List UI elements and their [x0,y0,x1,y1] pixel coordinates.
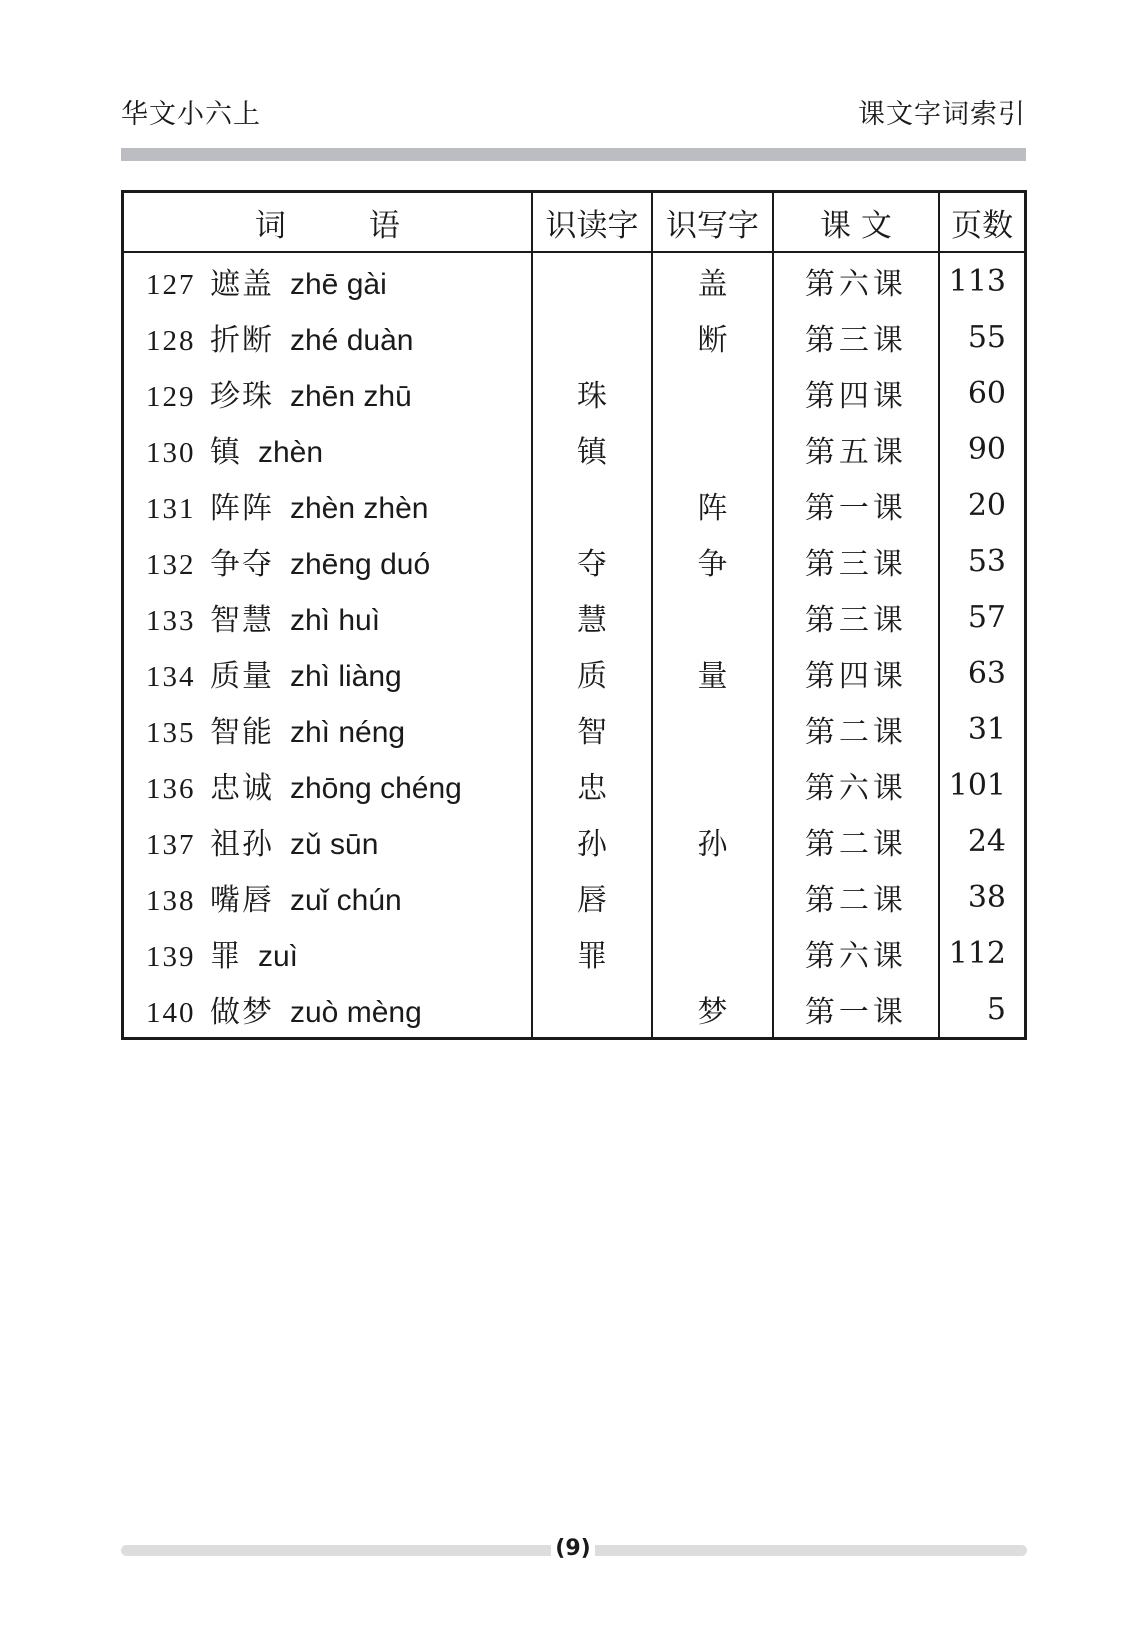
page-cell: 38 [939,869,1025,925]
entry-number: 140 [146,997,196,1029]
entry-word: 做梦 [210,995,274,1030]
write-char-cell: 阵 [652,477,772,533]
entry-number: 138 [146,885,196,917]
entry-number: 128 [146,325,196,357]
table-row [123,421,1026,477]
table-row [123,869,1026,925]
page-cell: 55 [939,309,1025,365]
page-cell: 20 [939,477,1025,533]
word-cell [123,533,532,589]
word-cell [123,477,532,533]
write-char-cell [652,365,772,421]
table-row [123,365,1026,421]
entry-word: 遮盖 [210,267,274,302]
header-page: 页数 [939,192,1025,253]
entry-word: 阵阵 [210,491,274,526]
lesson-cell: 第二课 [773,701,940,757]
entry-word: 质量 [210,659,274,694]
write-char-cell [652,925,772,981]
table-row [123,589,1026,645]
word-cell [123,252,532,309]
word-index-table [121,190,1027,1040]
lesson-cell: 第四课 [773,645,940,701]
entry-word: 争夺 [210,547,274,582]
table-row [123,252,1026,309]
entry-pinyin: zhēn zhū [290,380,412,413]
entry-pinyin: zhé duàn [290,324,414,357]
header-lesson: 课 文 [773,192,940,253]
entry-number: 137 [146,829,196,861]
write-char-cell [652,757,772,813]
lesson-cell: 第六课 [773,757,940,813]
entry-pinyin: zuò mèng [290,996,422,1029]
word-cell [123,925,532,981]
page-cell: 101 [939,757,1025,813]
entry-word: 镇 [210,435,242,470]
page-cell: 113 [939,252,1025,309]
write-char-cell: 量 [652,645,772,701]
header-read-char: 识读字 [532,192,652,253]
word-cell [123,981,532,1039]
lesson-cell: 第四课 [773,365,940,421]
lesson-cell: 第六课 [773,252,940,309]
write-char-cell: 断 [652,309,772,365]
entry-number: 129 [146,381,196,413]
write-char-cell [652,421,772,477]
read-char-cell: 镇 [532,421,652,477]
table-header-row [123,192,1026,253]
write-char-cell: 盖 [652,252,772,309]
entry-number: 135 [146,717,196,749]
entry-pinyin: zuǐ chún [290,884,402,917]
entry-pinyin: zhōng chéng [290,772,462,805]
word-cell [123,309,532,365]
entry-pinyin: zuì [258,940,299,973]
entry-number: 130 [146,437,196,469]
entry-pinyin: zhì liàng [290,660,402,693]
read-char-cell: 智 [532,701,652,757]
word-cell [123,645,532,701]
table-row [123,309,1026,365]
entry-number: 133 [146,605,196,637]
page-cell: 63 [939,645,1025,701]
page-cell: 60 [939,365,1025,421]
entry-word: 罪 [210,939,242,974]
lesson-cell: 第六课 [773,925,940,981]
lesson-cell: 第三课 [773,309,940,365]
word-cell [123,365,532,421]
header-write-char: 识写字 [652,192,772,253]
running-head-section-title: 课文字词索引 [858,99,1026,130]
entry-number: 131 [146,493,196,525]
lesson-cell: 第五课 [773,421,940,477]
read-char-cell: 珠 [532,365,652,421]
table-row [123,533,1026,589]
entry-pinyin: zǔ sūn [290,828,379,861]
read-char-cell [532,981,652,1039]
entry-pinyin: zhèn [258,436,324,469]
entry-number: 127 [146,269,196,301]
word-cell [123,813,532,869]
read-char-cell: 忠 [532,757,652,813]
table-row [123,757,1026,813]
page-cell: 57 [939,589,1025,645]
word-cell [123,757,532,813]
read-char-cell: 唇 [532,869,652,925]
word-cell [123,701,532,757]
entry-pinyin: zhèn zhèn [290,492,429,525]
entry-word: 祖孙 [210,827,274,862]
write-char-cell [652,701,772,757]
page-cell: 53 [939,533,1025,589]
page-cell: 5 [939,981,1025,1039]
read-char-cell [532,477,652,533]
entry-number: 139 [146,941,196,973]
lesson-cell: 第三课 [773,589,940,645]
table-row [123,925,1026,981]
table-row [123,813,1026,869]
entry-word: 折断 [210,323,274,358]
entry-word: 珍珠 [210,379,274,414]
entry-word: 智能 [210,715,274,750]
lesson-cell: 第二课 [773,869,940,925]
table-row [123,701,1026,757]
entry-number: 134 [146,661,196,693]
entry-pinyin: zhì néng [290,716,406,749]
entry-number: 136 [146,773,196,805]
page-cell: 24 [939,813,1025,869]
entry-number: 132 [146,549,196,581]
table-row [123,477,1026,533]
word-cell [123,869,532,925]
running-head-book-title: 华文小六上 [121,99,261,130]
read-char-cell: 孙 [532,813,652,869]
page-cell: 112 [939,925,1025,981]
word-cell [123,589,532,645]
lesson-cell: 第三课 [773,533,940,589]
entry-word: 智慧 [210,603,274,638]
lesson-cell: 第一课 [773,477,940,533]
write-char-cell: 梦 [652,981,772,1039]
read-char-cell: 质 [532,645,652,701]
write-char-cell: 争 [652,533,772,589]
lesson-cell: 第二课 [773,813,940,869]
header-word: 词 语 [123,192,532,253]
read-char-cell: 罪 [532,925,652,981]
page-cell: 31 [939,701,1025,757]
read-char-cell: 慧 [532,589,652,645]
word-cell [123,421,532,477]
write-char-cell [652,869,772,925]
entry-pinyin: zhē gài [290,268,387,301]
read-char-cell [532,309,652,365]
entry-word: 忠诚 [210,771,274,806]
table-row [123,981,1026,1039]
entry-pinyin: zhēng duó [290,548,431,581]
page-cell: 90 [939,421,1025,477]
write-char-cell: 孙 [652,813,772,869]
table-row [123,645,1026,701]
page-number: (9) [0,1534,1146,1564]
entry-pinyin: zhì huì [290,604,381,637]
entry-word: 嘴唇 [210,883,274,918]
write-char-cell [652,589,772,645]
read-char-cell [532,252,652,309]
lesson-cell: 第一课 [773,981,940,1039]
header-rule [121,148,1026,161]
read-char-cell: 夺 [532,533,652,589]
